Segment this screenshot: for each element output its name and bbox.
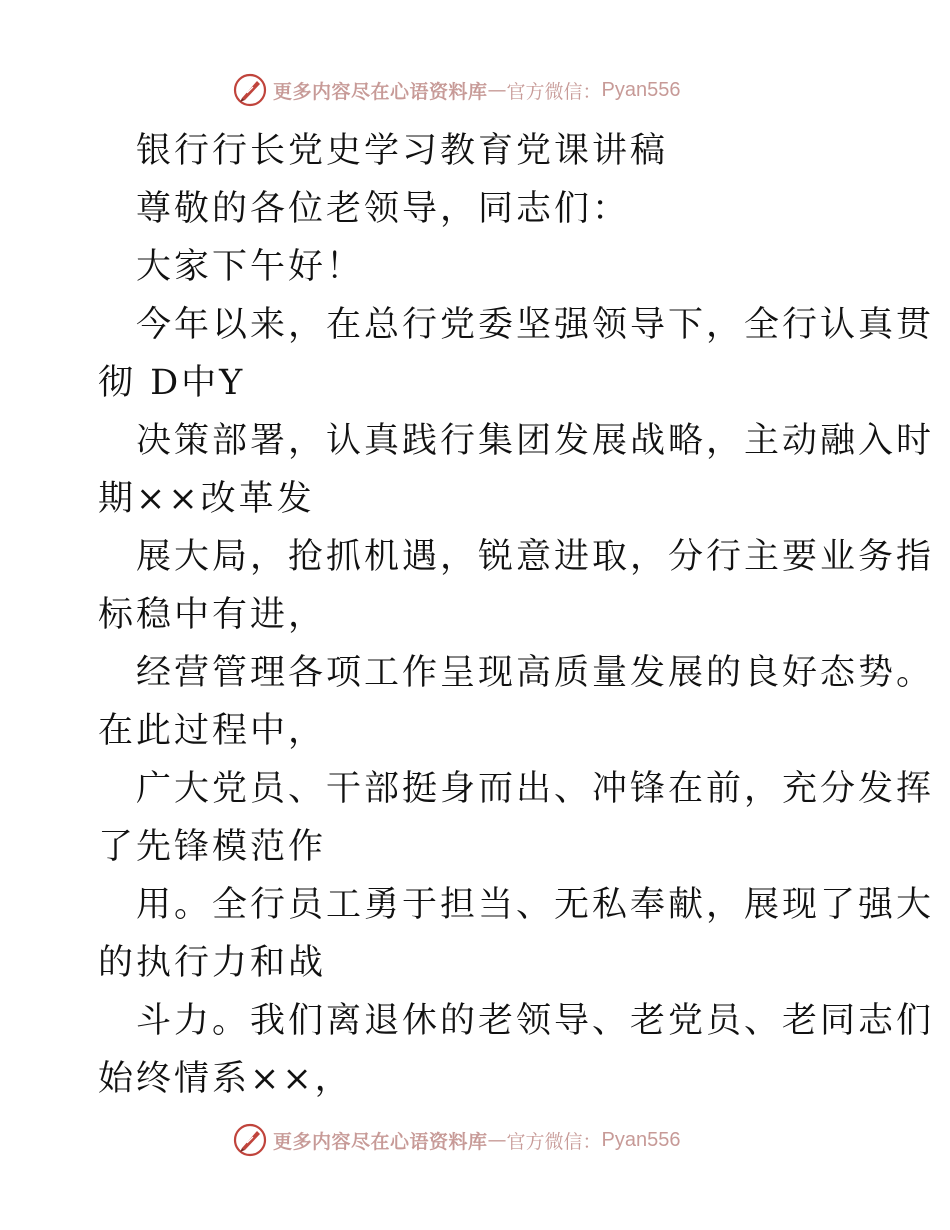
body-line: 始终情系××，: [98, 1059, 353, 1099]
document-title: 银行行长党史学习教育党课讲稿: [136, 131, 669, 171]
watermark-separator: —: [487, 79, 507, 101]
watermark-separator: —: [487, 1129, 507, 1151]
watermark-contact-id: Pyan556: [601, 1128, 681, 1151]
header-watermark: [233, 72, 681, 108]
body-line: 斗力。我们离退休的老领导、老党员、老同志们: [136, 1001, 935, 1041]
quill-pen-logo-icon: [233, 1123, 267, 1157]
document-body: [98, 122, 935, 1108]
footer-watermark: [233, 1122, 681, 1158]
watermark-brand-text: 更多内容尽在心语资料库: [273, 80, 488, 103]
body-line: 的执行力和战: [98, 943, 327, 983]
watermark-contact-label: 官方微信：: [506, 80, 602, 103]
body-line: 了先锋模范作: [98, 827, 327, 867]
body-line: 用。全行员工勇于担当、无私奉献，展现了强大: [136, 885, 935, 925]
quill-pen-logo-icon: [233, 73, 267, 107]
greeting-line: 大家下午好！: [136, 247, 365, 287]
body-line: 在此过程中，: [98, 711, 327, 751]
watermark-contact-label: 官方微信：: [506, 1130, 602, 1153]
body-line: 经营管理各项工作呈现高质量发展的良好态势。: [136, 653, 935, 693]
body-line: 期××改革发: [98, 479, 315, 519]
body-line: 标稳中有进，: [98, 595, 327, 635]
watermark-brand-text: 更多内容尽在心语资料库: [273, 1130, 488, 1153]
salutation-line: 尊敬的各位老领导，同志们：: [136, 189, 631, 229]
body-line: 彻 D中Y: [98, 363, 246, 403]
watermark-contact-id: Pyan556: [601, 78, 681, 101]
body-line: 广大党员、干部挺身而出、冲锋在前，充分发挥: [136, 769, 935, 809]
body-line: 展大局，抢抓机遇，锐意进取，分行主要业务指: [136, 537, 935, 577]
body-line: 决策部署，认真践行集团发展战略，主动融入时: [136, 421, 935, 461]
body-line: 今年以来，在总行党委坚强领导下，全行认真贯: [136, 305, 935, 345]
